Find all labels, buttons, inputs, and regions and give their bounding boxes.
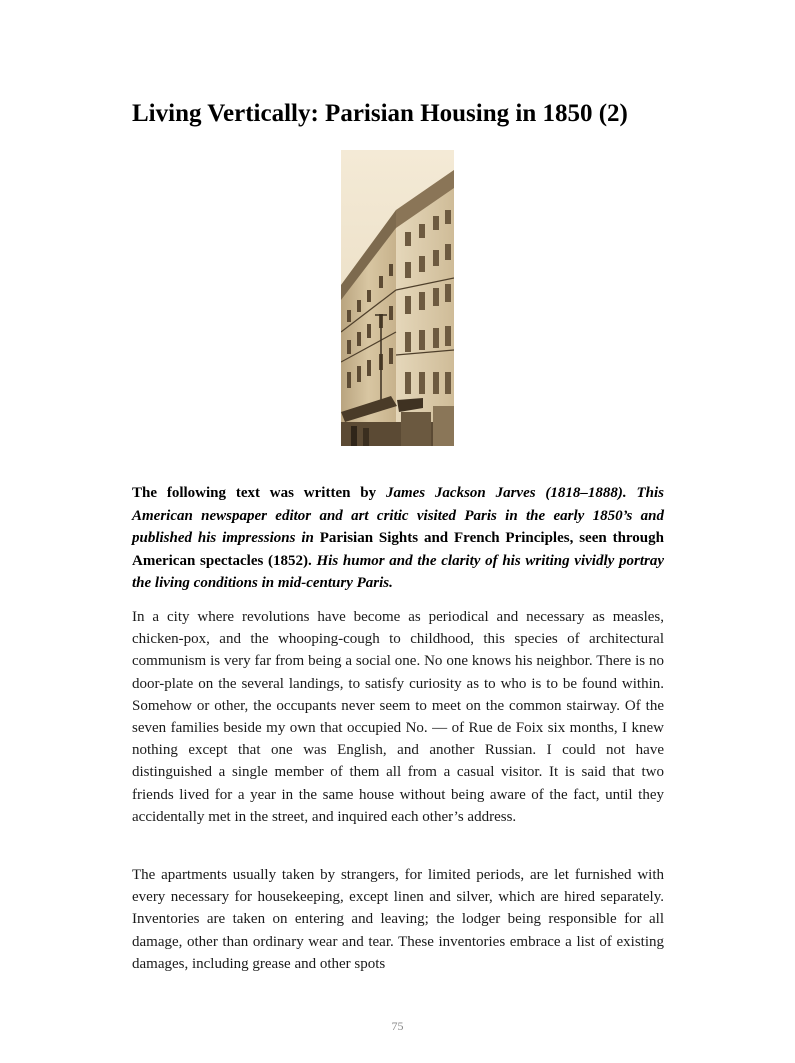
intro-year: (1852).	[263, 552, 317, 569]
intro-lead: The following text was written by	[132, 485, 386, 501]
body-paragraph-1: In a city where revolutions have become as periodical and necessary as measles, chicken-pox, and the whooping-cough to childhood, this species of architectural communism is very far from being a social one. No one knows his neighbor. There is no door-plate on the several landings, to satisfy curiosity as to who is to be found within. Somehow or other, the occupants never seem to meet on the common stairway. Of the seven families beside my own that occupied No. — of Rue de Foix six months, I knew nothing except that one was English, and another Russian. I could not have distinguished a single member of them all from a casual visitor. It is said that two friends lived for a year in the same house without being aware of the fact, until they accidentally met in the street, and inquired each other’s address.	[132, 609, 664, 825]
page-title: Living Vertically: Parisian Housing in 1850 (2)	[132, 100, 628, 127]
intro-summary: His humor and the clarity of his writing vividly portray the living conditions in mid-century Paris.	[132, 552, 664, 591]
parisian-building-image	[341, 150, 454, 446]
page-number: 75	[391, 1019, 404, 1033]
intro-author: James Jackson Jarves (1818–1888). This American newspaper editor and art critic visited Paris in the early 1850’s and published his impressions in	[132, 485, 664, 546]
body-paragraph-2: The apartments usually taken by strangers, for limited periods, are let furnished with every necessary for housekeeping, except linen and silver, which are hired separately. Inventories are taken on entering and leaving; the lodger being responsible for all damage, other than ordinary wear and tear. These inventories embrace a list of existing damages, including grease and other spots	[132, 867, 664, 972]
intro-book-title: Parisian Sights and French Principles, seen through American spectacles	[132, 530, 664, 569]
intro-paragraph	[132, 482, 664, 595]
building-photo	[341, 150, 454, 446]
